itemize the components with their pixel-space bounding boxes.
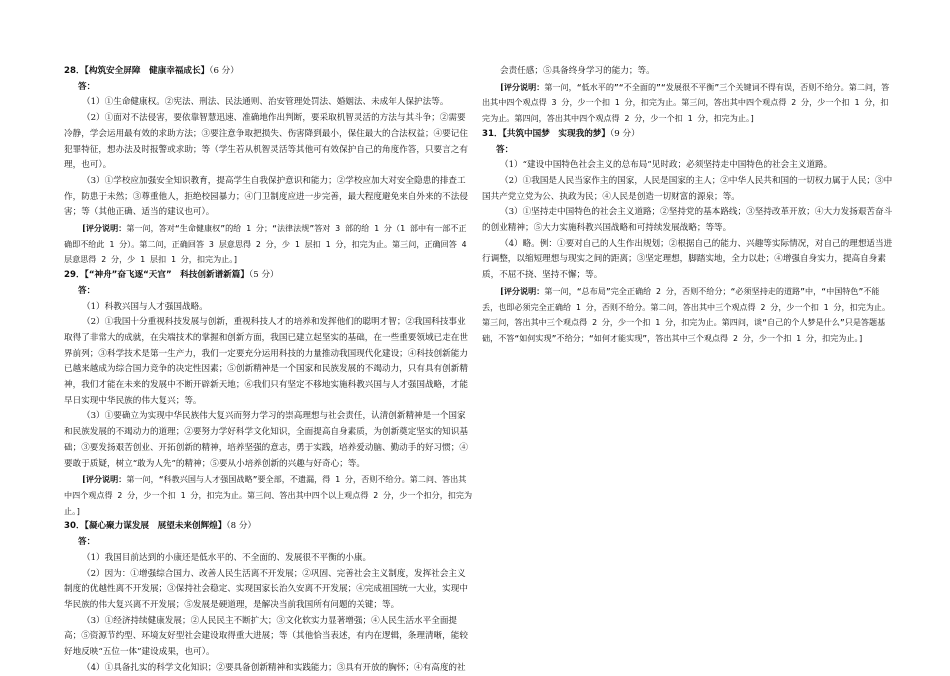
scoring-note: [482, 284, 894, 347]
scoring-note-text: 第一问，“总布局”完全正确给 2 分，否则不给分；“必须坚持走的道路”中，“中国特色”不能丢，也即必须完全正确给 1 分，否则不给分。第二问，答出其中三个观点得 2 分，少一个扣 1 分，扣完为止。第三问，答出其中三个观点得 2 分，少一个扣 1 分，扣完为止。第四问，谈“自己的个人梦是什么”只是答题基础，不答“如何实现”不给分；“如何才能实现”，答出其中三个观点得 2 分，少一个扣 1 分，扣完为止。]: [482, 285, 891, 343]
answer-paragraph: （4）①具备扎实的科学文化知识；②要具备创新精神和实践能力；③具有开放的胸怀；④有高度的社: [82, 662, 466, 673]
question-title-text: 28．【构筑安全屏障 健康幸福成长】: [64, 66, 210, 76]
answer-paragraph: （2）①面对不法侵害，要依靠智慧迅速、准确地作出判断，要采取机智灵活的方法与其斗争；②需要冷静，学会运用最有效的求助方法；③要注意争取把损失、伤害降到最小，保住最大的合法权益；④要记住犯罪特征，想办法及时报警或求助；等（学生若从机智灵活等其他可有效保护自己的角度作答，只要言之有理，也可）。: [64, 113, 468, 171]
scoring-note-label: [评分说明：: [82, 474, 127, 485]
scoring-note-text: 第一问，“科教兴国与人才强国战略”要全部，不遗漏，得 1 分，否则不给分。第二问、答出其中四个观点得 2 分，少一个扣 1 分，扣完为止。第三问、答出其中四个以上观点得 2 分，少一个扣分，扣完为止。]: [64, 474, 473, 516]
scoring-note-label: [评分说明：: [500, 81, 545, 92]
scoring-note-label: [评分说明：: [82, 223, 127, 234]
answer-label: 答：: [78, 285, 96, 296]
scoring-note-text: 第一问，答对“生命健康权”的给 1 分；“法律法规”答对 3 部的给 1 分（1 部中有一部不正确即不给此 1 分）。第二问，正确回答 3 层意思得 2 分，少 1 层扣 1 分，扣完为止。第三问，正确回答 4 层意思得 2 分，少 1 层扣 1 分，扣完为止。]: [64, 223, 467, 265]
question-points: （6 分）: [209, 66, 239, 76]
question-points: （9 分）: [609, 128, 640, 139]
answer-paragraph: （1）科教兴国与人才强国战略。: [82, 301, 208, 312]
answer-paragraph: （1）我国目前达到的小康还是低水平的、不全面的、发展很不平衡的小康。: [82, 552, 372, 563]
question-title-text: 30．【凝心聚力谋发展 展望未来创辉煌】: [64, 521, 227, 532]
scoring-note: [64, 221, 474, 268]
question-title: [482, 127, 894, 143]
answer-paragraph: 会责任感；⑤具备终身学习的能力；等。: [500, 66, 655, 76]
question-points: （8 分）: [226, 521, 257, 532]
answer-label: 答：: [78, 81, 96, 92]
answer-paragraph: （1）“建设中国特色社会主义的总布局”见时政；必须坚持走中国特色的社会主义道路。: [500, 160, 833, 171]
answer-paragraph: （3）①要确立为实现中华民族伟大复兴而努力学习的崇高理想与社会责任，认清创新精神是一个国家和民族发展的不竭动力的道理；②要努力学好科学文化知识，全面提高自身素质，为创新奠定坚实的知识基础；③要发扬艰苦创业、开拓创新的精神，培养坚强的意志，勇于实践，培养爱动脑、勤动手的好习惯；④要敢于质疑，树立“敢为人先”的精神；⑤要从小培养创新的兴趣与好奇心；等。: [64, 411, 468, 469]
answer-paragraph: （3）①坚持走中国特色的社会主义道路；②坚持党的基本路线；③坚持改革开放；④大力发扬艰苦奋斗的创业精神；⑤大力实施科教兴国战略和可持续发展战略；等等。: [482, 207, 893, 234]
question-points: （5 分）: [248, 270, 279, 281]
question-title: [64, 64, 474, 80]
scoring-note-text: 第一问，“低水平的”“不全面的”“发展很不平衡”三个关键词不得有误，否则不给分。第二问，答出其中四个观点得 3 分，少一个扣 1 分，扣完为止。第三问，答出其中四个观点得 2 分，少一个扣 1 分，扣完为止。第四问，答出其中四个观点得 2 分，少一个扣 1 分，扣完为止。]: [482, 81, 890, 124]
question-title-text: 31．【共筑中国梦 实现我的梦】: [482, 128, 610, 139]
question-title: [64, 519, 474, 535]
answer-column-left: [64, 64, 474, 676]
answer-paragraph: （2）①我国十分重视科技发展与创新，重视科技人才的培养和发挥他们的聪明才智；②我国科技事业取得了非常大的成就，在尖端技术的掌握和创新方面，我国已建立起坚实的基础，在一些重要领域已走在世界前列；③科学技术是第一生产力，我们一定要充分运用科技的力量推动我国现代化建设；④科技创新能力已越来越成为综合国力竞争的决定性因素；⑤创新精神是一个国家和民族发展的不竭动力，只有具有创新精神，我们才能在未来的发展中不断开辟新天地；⑥我们只有坚定不移地实施科教兴国与人才强国战略，才能早日实现中华民族的伟大复兴；等。: [64, 317, 468, 406]
scoring-note: [64, 472, 474, 519]
question-title: [64, 268, 474, 284]
answer-paragraph: （2）①我国是人民当家作主的国家，人民是国家的主人；②中华人民共和国的一切权力属于人民；③中国共产党立党为公、执政为民；④人民是创造一切财富的源泉；等。: [482, 175, 893, 202]
answer-label: 答：: [496, 144, 514, 155]
question-title-text: 29．【“神舟”奋飞逐“天宫” 科技创新谱新篇】: [64, 270, 249, 281]
answer-column-right: [482, 64, 894, 347]
answer-label: 答：: [78, 537, 96, 548]
answer-paragraph: （3）①经济持续健康发展；②人民民主不断扩大；③文化软实力显著增强；④人民生活水平全面提高；⑤资源节约型、环境友好型社会建设取得重大进展；等（其他恰当表述，有内在逻辑，条理清晰，能较好地反映“五位一体”建设成果，也可）。: [64, 615, 468, 658]
scoring-note: [482, 80, 894, 127]
answer-paragraph: （2）因为：①增强综合国力、改善人民生活离不开发展；②巩固、完善社会主义制度，发挥社会主义制度的优越性离不开发展；③保持社会稳定、实现国家长治久安离不开发展；④完成祖国统一大业，实现中华民族的伟大复兴离不开发展；⑤发展是硬道理，是解决当前我国所有问题的关键；等。: [64, 568, 468, 610]
answer-paragraph: （4）略。例：①要对自己的人生作出规划；②根据自己的能力、兴趣等实际情况，对自己的理想适当进行调整，以缩短理想与现实之间的距离；③坚定理想，脚踏实地，全力以赴；④增强自身实力，提高自身素质，不屈不挠、坚持不懈；等。: [482, 238, 893, 281]
answer-paragraph: （1）①生命健康权。②宪法、刑法、民法通则、治安管理处罚法、婚姻法、未成年人保护法等。: [82, 97, 449, 108]
answer-paragraph: （3）①学校应加强安全知识教育，提高学生自我保护意识和能力；②学校应加大对安全隐患的排查工作，防患于未然；③尊重他人，拒绝校园暴力；④门卫制度应进一步完善，最大程度避免来自外来的不法侵害；等（其他正确、适当的建议也可）。: [64, 175, 468, 218]
scoring-note-label: [评分说明：: [500, 285, 545, 296]
